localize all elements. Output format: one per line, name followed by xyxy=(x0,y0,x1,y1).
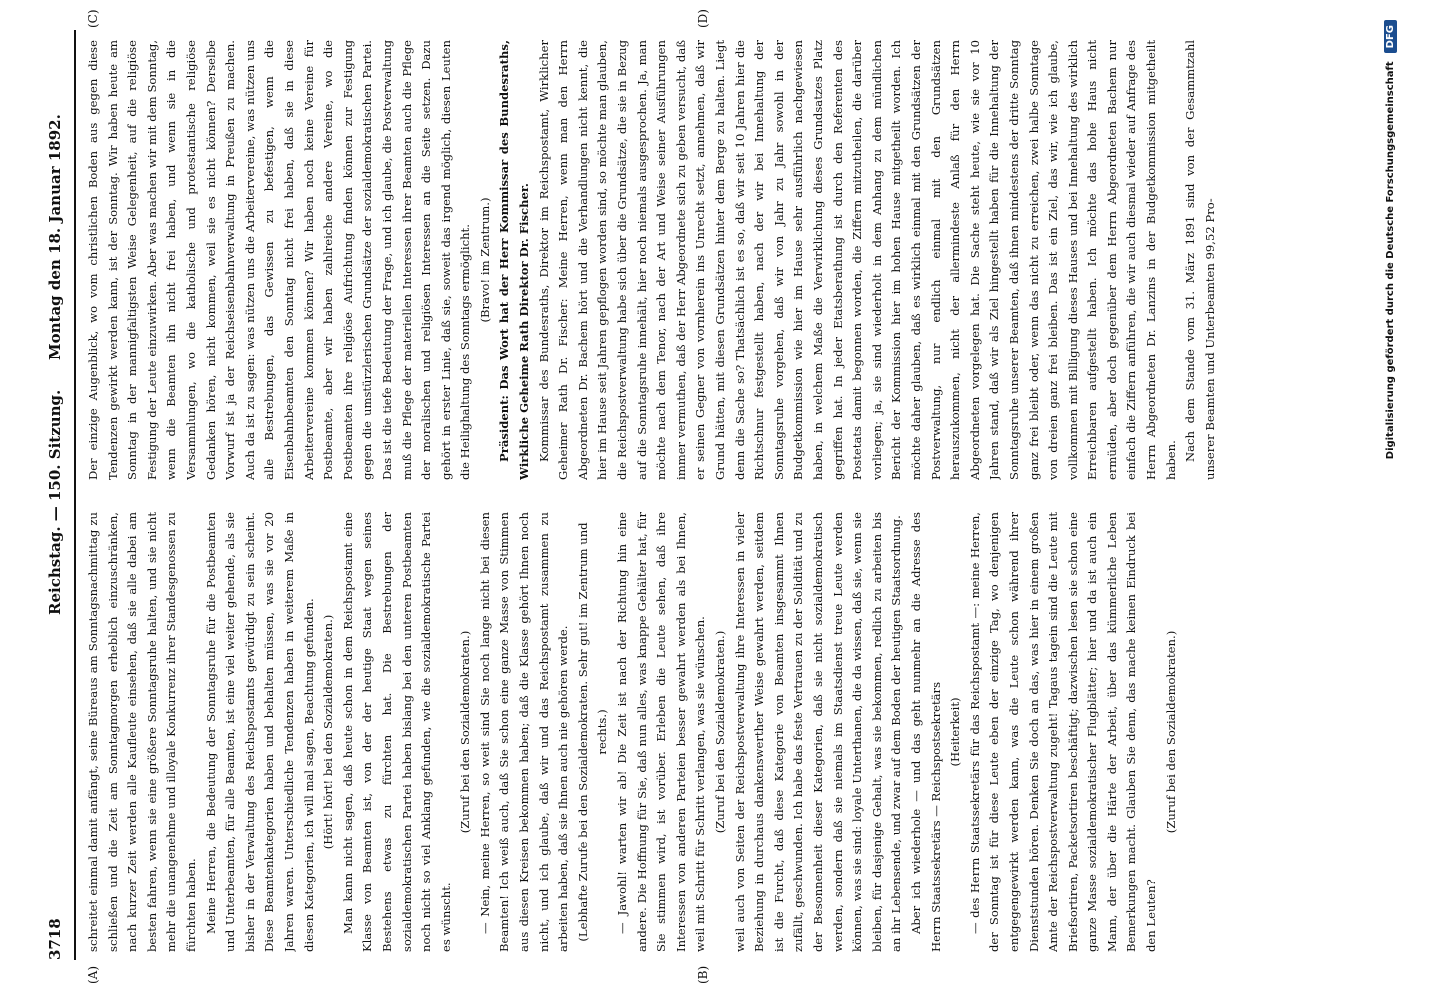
margin-marker-b: (B) xyxy=(696,965,710,984)
margin-marker-d: (D) xyxy=(696,9,710,28)
paragraph: Man kann nicht sagen, daß heute schon in dem Reichspostamt eine Klasse von Beamten ist, von der der heutige Staat wegen seines Bestehens etwas zu fürchten hat. Die Bestrebungen der sozialdemokratischen Partei haben bislang bei den unteren Postbeamten noch nicht so viel Anklang gefunden, wie die sozialdemokratische Partei es wünscht. xyxy=(340,512,453,952)
paragraph: Aber ich wiederhole — und das geht nunmehr an die Adresse des Herrn Staatssekretärs — Reichspostsekretärs xyxy=(908,512,943,952)
paragraph: Der einzige Augenblick, wo vom christlichen Boden aus gegen diese Tendenzen gewirkt werden kann, ist der Sonntag. Wir haben heute am Sonntag in der mannigfaltigsten Weise Gelegenheit, auf die religiöse Festigung der Leute einzuwirken. Aber was machen wir mit dem Sonntag, wenn die Beamten ihn nicht frei haben, und wenn sie in die Versammlungen, wo die katholische und protestantische religiöse Gedanken hören, nicht kommen, weil sie es nicht können? Derselbe Vorwurf ist ja der Reichseisenbahnverwaltung in Preußen zu machen. Auch da ist zu sagen: was nützen uns die Arbeitervereine, was nützen uns alle Bestrebungen, das Gewissen zu befestigen, wenn die Eisenbahnbeamten den Sonntag nicht frei haben, daß sie in diese Arbeitervereine kommen können? Wir haben noch keine Vereine für Postbeamte, aber wir haben zahlreiche andere Vereine, wo die Postbeamten ihre religiöse Aufrichtung finden können zur Festigung gegen die umstürzlerischen Grundsätze der sozialdemokratischen Partei. Das ist die tiefe Bedeutung der Frage, und ich glaube, die Postverwaltung muß die Pflege der materiellen Interessen ihrer Beamten auch die Pflege der moralischen und religiösen Interessen an die Seite setzen. Dazu gehört in erster Linie, daß sie, soweit das irgend möglich, diesen Leuten die Heilighaltung des Sonntags ermöglicht. xyxy=(86,40,473,480)
paragraph: Kommissar des Bundesraths, Direktor im Reichspostamt, Wirklicher Geheimer Rath Dr. Fischer: Meine Herren, wenn man den Herrn Abgeordneten Dr. Bachem hört und die Verhandlungen nicht kennt, die hier im Hause seit Jahren gepflogen worden sind, so möchte man glauben, die Reichspostverwaltung habe sich über die Grundsätze, die sie in Bezug auf die Sonntagsruhe innehält, hier noch niemals ausgesprochen. Ja, man möchte nach dem Tenor, nach der Art und Weise seiner Ausführungen immer vermuthen, daß der Herr Abgeordnete sich zu geben versucht, daß er seinen Gegner von vornherein ins Unrecht setzt, annehmen, daß wir Grund hätten, mit diesen Grundsätzen hinter dem Berge zu halten. Liegt denn die Sache so? Thatsächlich ist es so, daß wir seit 10 Jahren hier die Richtschnur festgestellt haben, nach der wir bei Innehaltung der Sonntagsruhe vorgehen, daß wir von Jahr zu Jahr sowohl in der Budgetkommission wie hier im Hause sehr ausführlich nachgewiesen haben, in welchem Maße die Verwirklichung dieses Grundsatzes Platz gegriffen hat. In jeder Etatsberathung ist durch den Referenten des Postetats damit begonnen worden, die Ziffern mitzutheilen, die darüber vorliegen; ja, sie sind wiederholt in dem Anhang zu dem mündlichen Bericht der Kommission hier im hohen Hause mitgetheilt worden. Ich möchte daher glauben, daß es wirklich einmal mit den Grundsätzen der Postverwaltung, nur endlich einmal mit den Grundsätzen herauszukommen, nicht der allermindeste Anlaß für den Herrn Abgeordneten vorgelegen hat. Die Sache steht heute, wie sie vor 10 Jahren stand, daß wir als Ziel hingestellt haben für die Innehaltung der Sonntagsruhe unserer Beamten, daß ihnen mindestens der dritte Sonntag ganz frei bleibt oder, wenn das nicht zu erreichen, zwei halbe Sonntage von dreien ganz frei bleiben. Das ist ein Ziel, das wir, wie ich glaube, vollkommen mit Billigung dieses Hauses und bei Innehaltung des wirklich Erreichbaren aufgestellt haben. Ich möchte das hohe Haus nicht ermüden, aber doch gegenüber dem Herrn Abgeordneten Bachem nur einfach die Ziffern anführen, die wir auch diesmal wieder auf Anfrage des Herrn Abgeordneten Dr. Lanzins in der Budgetkommission mitgetheilt haben. xyxy=(536,40,1178,480)
interjection: (Hört! hört! bei den Sozialdemokraten.) xyxy=(321,614,336,850)
paragraph: Meine Herren, die Bedeutung der Sonntagsruhe für die Postbeamten und Unterbeamten, für alle Beamten, ist eine viel weiter gehende, als sie bisher in der Verwaltung des Reichspostamts gewürdigt zu sein scheint. Diese Beamtenkategorien haben und behalten müssen, was sie vor 20 Jahren waren. Unterschiedliche Tendenzen haben in weiterem Maße in diesen Kategorien, ich will mal sagen, Beachtung gefunden. xyxy=(203,512,316,952)
credit-text: Digitalisierung gefördert durch die Deutsche Forschungsgemeinschaft xyxy=(1384,61,1396,460)
header-rule xyxy=(74,30,76,960)
margin-marker-a: (A) xyxy=(86,965,100,984)
digitization-credit xyxy=(1380,20,1400,660)
paragraph: — Jawohl! warten wir ab! Die Zeit ist nach der Richtung hin eine andere. Die Hoffnung für Sie, daß nun alles, was knappe Gehälter hat, für Sie stimmen wird, ist vorüber. Erleben die Leute sehen, daß ihre Interessen von anderen Parteien besser gewahrt werden als bei Ihnen, weil mit Schritt für Schritt verlangen, was sie wünschen. xyxy=(615,512,708,952)
page-header xyxy=(46,30,72,960)
session-title: Reichstag. — 150. Sitzung. xyxy=(46,389,64,615)
page-number: 3718 xyxy=(46,918,64,960)
interjection: (Zuruf bei den Sozialdemokraten.) xyxy=(713,630,727,834)
paragraph: Nach dem Stande vom 31. März 1891 sind von der Gesammtzahl unserer Beamten und Unterbeamten 99,52 Pro- xyxy=(1183,40,1217,480)
dfg-logo: DFG xyxy=(1384,20,1397,53)
interjection: (Zuruf bei den Sozialdemokraten.) xyxy=(1163,630,1178,834)
paragraph: — Nein, meine Herren, so weit sind Sie noch lange nicht bei diesen Beamten! Ich weiß auch, daß Sie schon eine ganze Masse von Stimmen aus diesen Kreisen bekommen haben; daß die Klasse gehört Ihnen noch nicht, und ich glaube, daß wir und das Reichspostamt zusammen zu arbeiten haben, daß sie Ihnen auch nie gehören werde. xyxy=(477,512,571,952)
speaker-announcement: Präsident: Das Wort hat der Herr Kommissar des Bundesraths, Wirkliche Geheime Rath Direktor Dr. Fischer. xyxy=(497,40,532,480)
interjection: (Zuruf bei den Sozialdemokraten.) xyxy=(458,630,473,834)
session-date: Montag den 18. Januar 1892. xyxy=(46,114,64,360)
interjection: (Heiterkeit) xyxy=(948,697,963,767)
paragraph: — des Herrn Staatssekretärs für das Reichspostamt —: meine Herren, der Sonntag ist für diese Leute eben der einzige Tag, wo denjenigen entgegengewirkt werden kann, was die Leute schon während ihrer Dienststunden hören. Denken Sie doch an das, was hier in einem großen Amte der Reichspostverwaltung zugeht! Tagaus tagein sind die Leute mit Briefsortiren, Packetsortiren beschäftigt; dazwischen lesen sie schon eine ganze Masse sozialdemokratischer Flugblätter; hier und da ist auch ein Mann, der über die Härte der Arbeit, über das kümmerliche Leben Bemerkungen macht. Glauben Sie denn, das mache keinen Eindruck bei den Leuten? xyxy=(967,512,1159,952)
paragraph: schreitet einmal damit anfängt, seine Büreaus am Sonntagsnachmittag zu schließen und die Zeit am Sonntagmorgen erheblich einzuschränken, nach kurzer Zeit werden alle Kaufleute einsehen, daß sie alle dabei am besten fahren, wenn sie eine größere Sonntagsruhe halten, und sie nicht mehr die unangenehme und illoyale Konkurrenz ihrer Standesgenossen zu fürchten haben. xyxy=(86,512,198,952)
paragraph: weil auch von Seiten der Reichspostverwaltung ihre Interessen in vieler Beziehung in durchaus dankenswerther Weise gewahrt werden, seitdem ist die Furcht, daß diese Kategorie von Beamten insgesammt Ihnen zufällt, geschwunden. Ich habe das feste Vertrauen zu der Solidität und zu der Besonnenheit dieser Kategorien, daß sie nicht sozialdemokratisch werden, sondern daß sie niemals im Staatsdienst treue Leute werden können, was sie sind: loyale Unterthanen, die da wissen, daß sie, wenn sie bleiben, für dasjenige Gehalt, was sie bekommen, redlich zu arbeiten bis an ihr Lebensende, und zwar auf dem Boden der heutigen Staatsordnung. xyxy=(732,512,904,952)
interjection: (Lebhafte Zurufe bei den Sozialdemokraten. Sehr gut! im Zentrum und rechts.) xyxy=(575,522,610,942)
right-column xyxy=(84,40,1324,480)
interjection: (Bravo! im Zentrum.) xyxy=(477,197,492,323)
left-column xyxy=(84,512,1324,952)
margin-marker-c: (C) xyxy=(86,9,100,28)
